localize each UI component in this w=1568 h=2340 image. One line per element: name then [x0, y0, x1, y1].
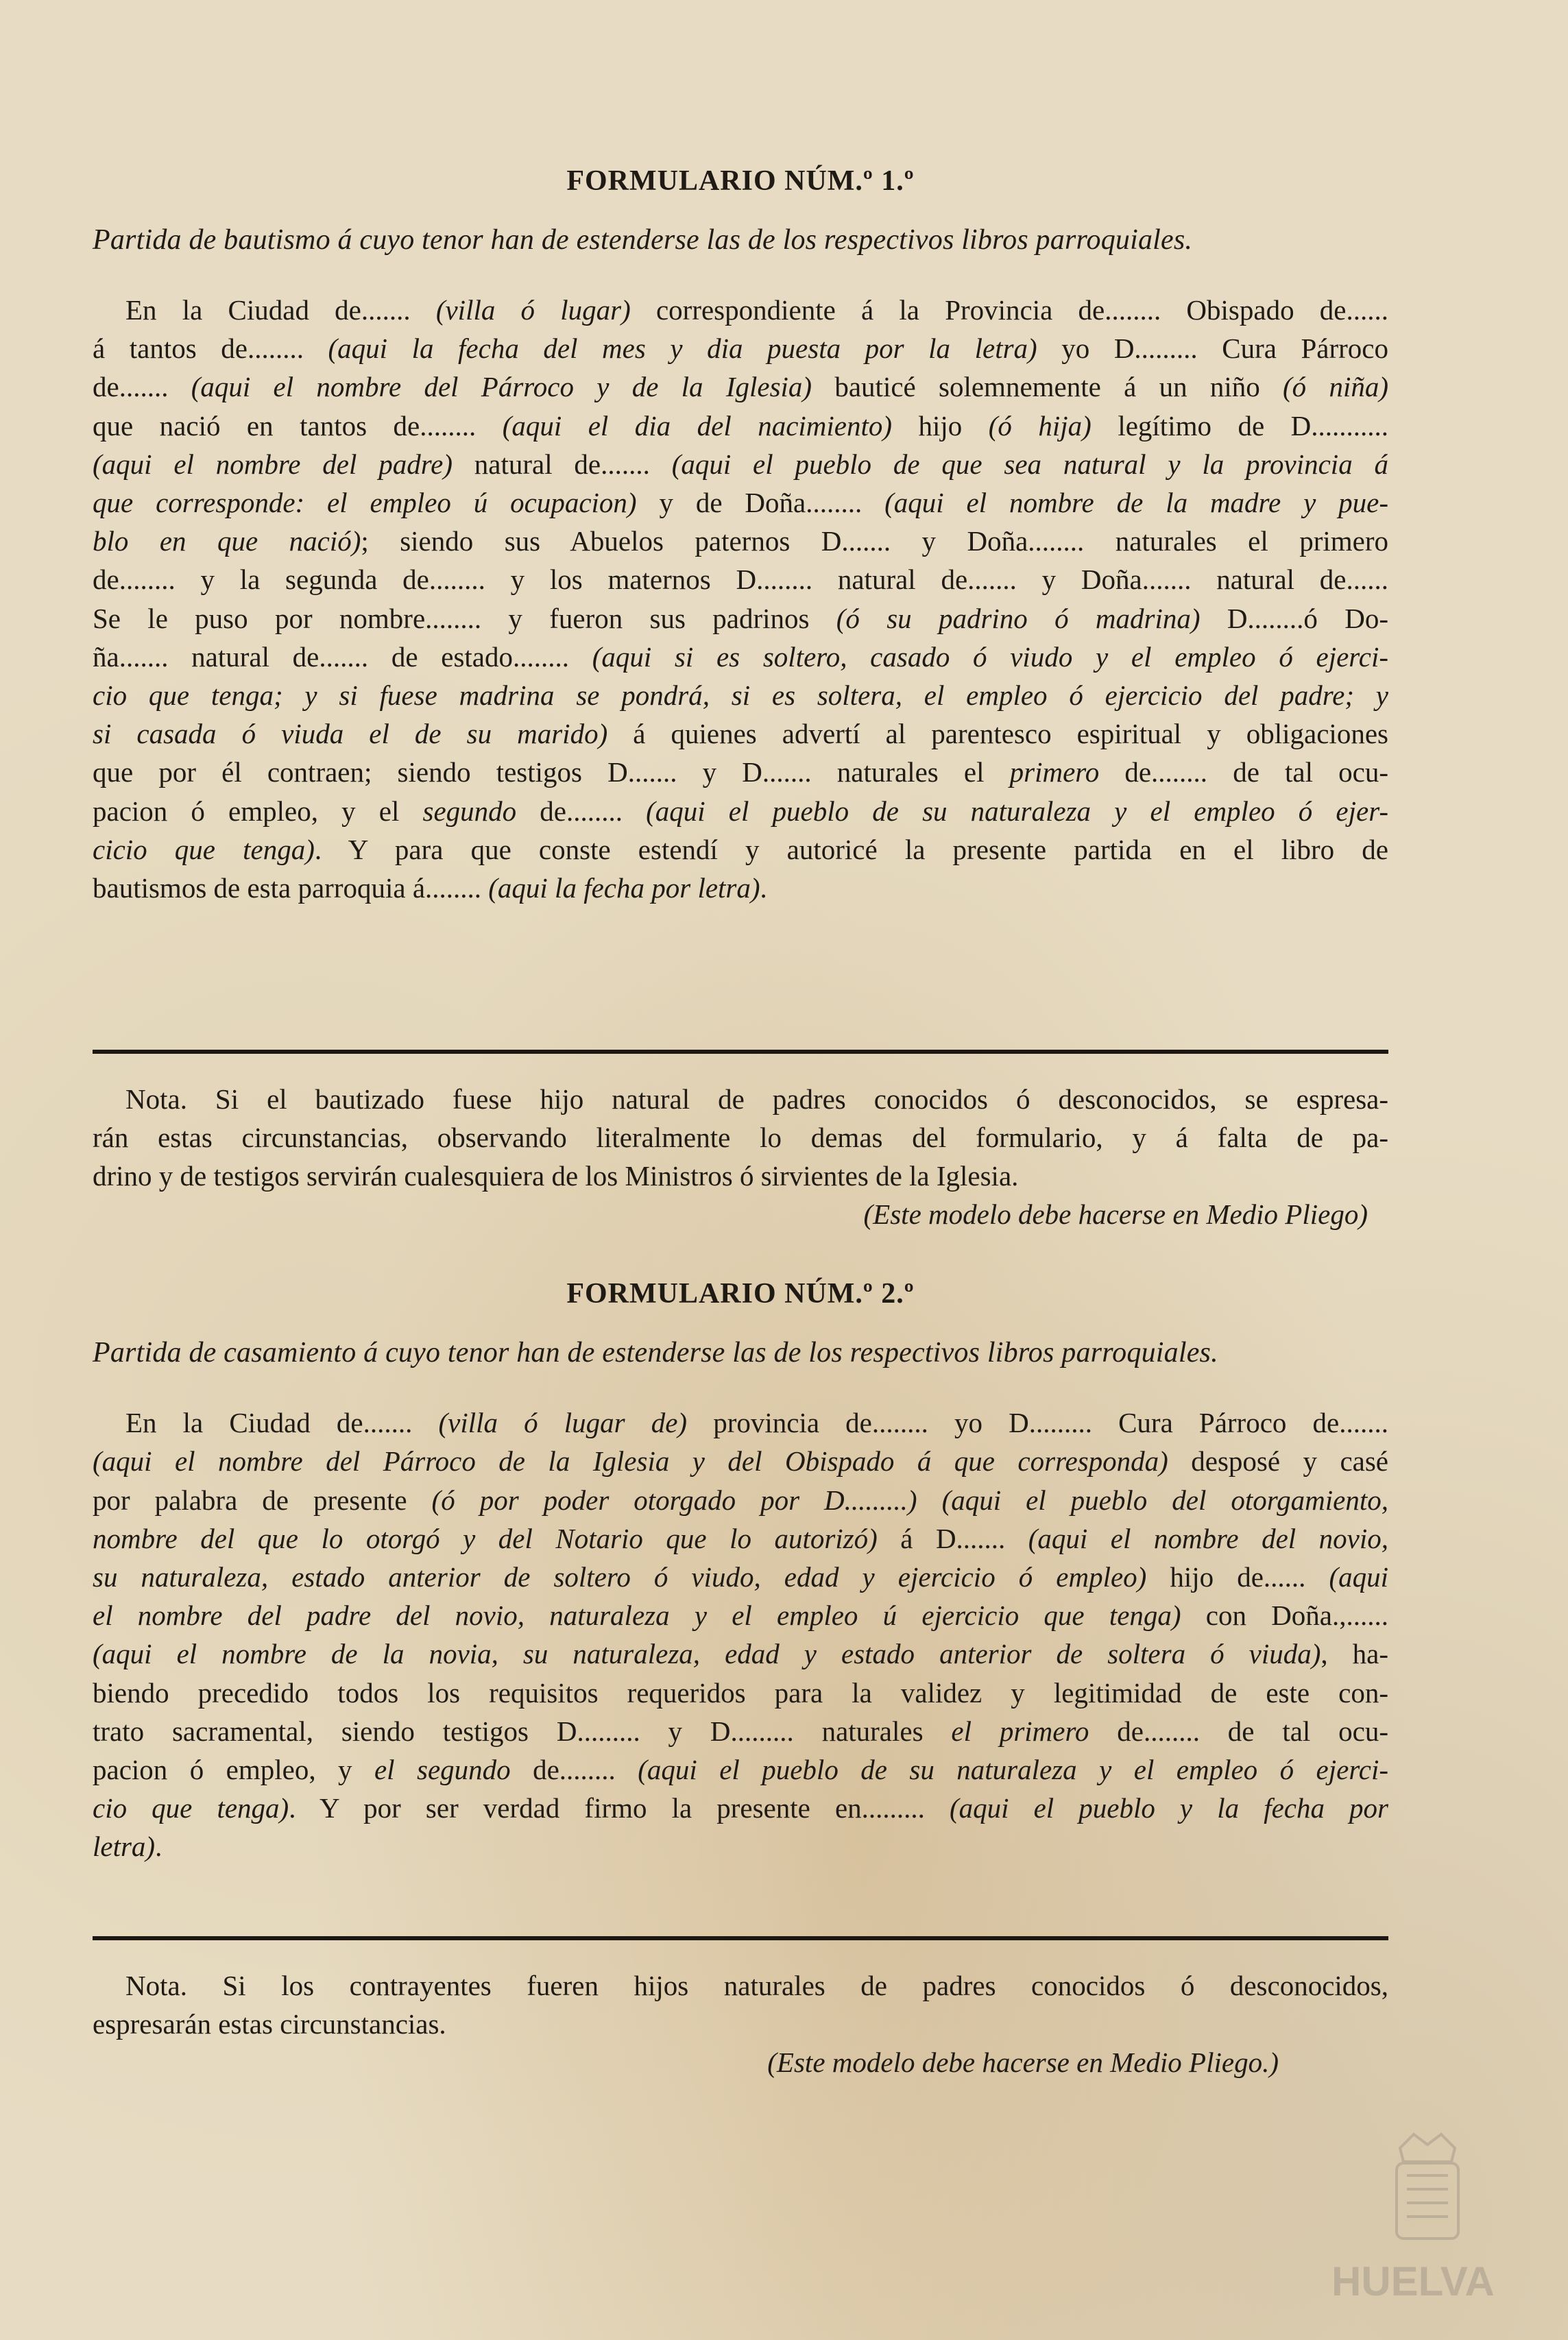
text-run: á quienes advertí al parentesco espiritual y obligaciones	[607, 718, 1388, 750]
text-run: natural de.......	[452, 448, 672, 480]
text-run: .	[760, 872, 767, 904]
text-run: desposé y casé	[1168, 1445, 1389, 1477]
text-run: D........ó Do-	[1200, 602, 1388, 634]
text-run: pacion ó empleo, y	[93, 1754, 374, 1786]
italic-run: el nombre del padre del novio, naturaleza y el empleo ú ejercicio que tenga)	[93, 1600, 1181, 1632]
italic-run: (aqui si es soltero, casado ó viudo y el empleo ó ejerci-	[592, 640, 1388, 673]
text-run: que por él contraen; siendo testigos D....... y D....... naturales el	[93, 756, 1010, 788]
text-line	[93, 830, 1388, 869]
form2-note-signature: (Este modelo debe hacerse en Medio Pliego.)	[767, 2046, 1279, 2078]
italic-run: (ó por poder otorgado por D.........)	[431, 1484, 917, 1516]
text-run: bautismos de esta parroquia á........	[93, 872, 489, 904]
italic-run: (villa ó lugar de)	[438, 1407, 688, 1439]
text-line	[93, 522, 1388, 560]
text-line	[93, 445, 1388, 483]
italic-run: (aqui la fecha por letra)	[488, 872, 760, 904]
text-run: . Y por ser verdad firmo la presente en.........	[289, 1792, 950, 1824]
text-line	[93, 1157, 1388, 1195]
italic-run: blo en que nació)	[93, 525, 361, 557]
italic-run: (aqui el nombre del padre)	[93, 448, 453, 480]
form1-title: FORMULARIO NÚM.º 1.º	[566, 165, 915, 197]
form1-note-text	[93, 1080, 1388, 1195]
text-run: con Doña.,......	[1181, 1600, 1388, 1632]
text-run: de........ de tal ocu-	[1089, 1715, 1388, 1747]
text-line	[93, 1118, 1388, 1157]
text-line	[93, 1481, 1388, 1519]
text-run: biendo precedido todos los requisitos requeridos para la validez y legitimidad de este con-	[93, 1676, 1388, 1709]
text-run: En la Ciudad de.......	[125, 294, 436, 326]
italic-run: (ó niña)	[1283, 371, 1389, 403]
text-line	[93, 1789, 1388, 1827]
text-line	[93, 676, 1388, 714]
form1-subtitle: Partida de bautismo á cuyo tenor han de estenderse las de los respectivos libros parroquiales.	[93, 224, 1193, 256]
italic-run: (aqui el pueblo y la fecha por	[949, 1792, 1389, 1824]
text-line	[93, 638, 1388, 676]
text-line	[93, 599, 1388, 638]
text-line	[93, 291, 1388, 329]
text-run: .	[155, 1831, 162, 1863]
text-run: En la Ciudad de.......	[125, 1407, 439, 1439]
text-run: trato sacramental, siendo testigos D......... y D......... naturales	[93, 1715, 952, 1747]
form1-note-signature: (Este modelo debe hacerse en Medio Pliego)	[863, 1198, 1368, 1231]
text-run: pacion ó empleo, y el	[93, 795, 423, 827]
text-line	[93, 1558, 1388, 1596]
form2-title: FORMULARIO NÚM.º 2.º	[566, 1278, 915, 1310]
text-run: por palabra de presente	[93, 1484, 432, 1516]
text-line	[93, 869, 1388, 907]
text-run: Nota. Si el bautizado fuese hijo natural de padres conocidos ó desconocidos, se espresa-	[125, 1083, 1388, 1115]
italic-run: el primero	[951, 1715, 1089, 1747]
text-run: legítimo de D...........	[1091, 409, 1388, 442]
italic-run: (aqui el nombre de la madre y pue-	[884, 487, 1388, 519]
text-run: bauticé solemnemente á un niño	[812, 371, 1283, 403]
text-line	[93, 1966, 1388, 2005]
text-line	[93, 1750, 1388, 1789]
text-line	[93, 1080, 1388, 1118]
text-run: á D.......	[877, 1522, 1028, 1554]
italic-run: (aqui el nombre del Párroco de la Iglesia y del Obispado á que corresponda)	[93, 1445, 1168, 1477]
italic-run: cicio que tenga)	[93, 833, 315, 865]
text-line	[93, 1635, 1388, 1673]
archive-seal-icon	[1325, 2121, 1530, 2306]
italic-run: el segundo	[374, 1754, 511, 1786]
text-line	[93, 367, 1388, 406]
form2-subtitle: Partida de casamiento á cuyo tenor han de estenderse las de los respectivos libros parroquiales.	[93, 1337, 1218, 1369]
text-line	[93, 753, 1388, 791]
italic-run: cio que tenga; y si fuese madrina se pondrá, si es soltera, el empleo ó ejercicio del padre; y	[93, 679, 1388, 712]
text-run: que nació en tantos de........	[93, 409, 503, 442]
text-run: hijo	[892, 409, 989, 442]
form2-note	[93, 1966, 1388, 2082]
italic-run: segundo	[422, 795, 517, 827]
text-run: y de Doña........	[636, 487, 885, 519]
italic-run: (villa ó lugar)	[435, 294, 631, 326]
text-run	[917, 1484, 942, 1516]
form2-body	[93, 1403, 1388, 1866]
form2-note-text	[93, 1966, 1388, 2043]
italic-run: que corresponde: el empleo ú ocupacion)	[93, 487, 637, 519]
text-line	[93, 1827, 1388, 1866]
text-line	[93, 1674, 1388, 1712]
italic-run: (aqui el pueblo de su naturaleza y el empleo ó ejer-	[646, 795, 1388, 827]
text-line	[93, 560, 1388, 599]
form1-body	[93, 291, 1388, 907]
text-run: de........ de tal ocu-	[1099, 756, 1388, 788]
document-page	[93, 165, 1388, 2082]
italic-run: cio que tenga)	[93, 1792, 289, 1824]
text-run: de........	[510, 1754, 638, 1786]
seal-text: HUELVA	[1331, 2258, 1495, 2304]
text-run: hijo de......	[1146, 1561, 1329, 1593]
italic-run: (ó hija)	[988, 409, 1091, 442]
italic-run: letra)	[93, 1831, 156, 1863]
text-run: Nota. Si los contrayentes fueren hijos naturales de padres conocidos ó desconocidos,	[125, 1969, 1388, 2001]
text-run: de........ y la segunda de........ y los maternos D........ natural de....... y Doña....... natural de......	[93, 564, 1388, 596]
text-run: drino y de testigos servirán cualesquiera de los Ministros ó sirvientes de la Iglesia.	[93, 1160, 1019, 1192]
text-line	[93, 1442, 1388, 1480]
italic-run: primero	[1009, 756, 1100, 788]
text-line	[93, 329, 1388, 367]
text-run: , ha-	[1320, 1638, 1388, 1670]
text-line	[93, 1712, 1388, 1750]
italic-run: (aqui el dia del nacimiento)	[502, 409, 893, 442]
text-run: . Y para que conste estendí y autoricé la presente partida en el libro de	[314, 833, 1388, 865]
italic-run: (aqui	[1329, 1561, 1389, 1593]
italic-run: (aqui el pueblo del otorgamiento,	[941, 1484, 1388, 1516]
italic-run: su naturaleza, estado anterior de soltero ó viudo, edad y ejercicio ó empleo)	[93, 1561, 1147, 1593]
text-line	[93, 714, 1388, 753]
italic-run: nombre del que lo otorgó y del Notario que lo autorizó)	[93, 1522, 878, 1554]
italic-run: (aqui el nombre de la novia, su naturaleza, edad y estado anterior de soltera ó viuda)	[93, 1638, 1321, 1670]
text-run: á tantos de........	[93, 333, 328, 365]
italic-run: (aqui el pueblo de su naturaleza y el empleo ó ejerci-	[638, 1754, 1389, 1786]
text-run: de........	[516, 795, 647, 827]
text-run: espresarán estas circunstancias.	[93, 2007, 446, 2040]
text-run: rán estas circunstancias, observando literalmente lo demas del formulario, y á falta de pa-	[93, 1122, 1388, 1154]
text-line	[93, 792, 1388, 830]
text-run: correspondiente á la Provincia de........ Obispado de......	[630, 294, 1388, 326]
text-line	[93, 1519, 1388, 1558]
italic-run: si casada ó viuda el de su marido)	[93, 718, 608, 750]
text-line	[93, 483, 1388, 522]
text-run: yo D......... Cura Párroco	[1037, 333, 1388, 365]
italic-run: (aqui el pueblo de que sea natural y la provincia á	[671, 448, 1389, 480]
text-line	[93, 1403, 1388, 1442]
text-run: Se le puso por nombre........ y fueron sus padrinos	[93, 602, 836, 634]
text-line	[93, 2005, 1388, 2043]
italic-run: (ó su padrino ó madrina)	[836, 602, 1201, 634]
text-run: provincia de........ yo D......... Cura Párroco de.......	[687, 1407, 1388, 1439]
italic-run: (aqui el nombre del Párroco y de la Iglesia)	[191, 371, 812, 403]
text-run: ; siendo sus Abuelos paternos D....... y Doña........ naturales el primero	[361, 525, 1388, 557]
italic-run: (aqui el nombre del novio,	[1028, 1522, 1388, 1554]
text-run: de.......	[93, 371, 191, 403]
form1-note	[93, 1080, 1388, 1233]
text-line	[93, 407, 1388, 445]
text-line	[93, 1596, 1388, 1635]
italic-run: (aqui la fecha del mes y dia puesta por la letra)	[328, 333, 1037, 365]
text-run: ña....... natural de....... de estado........	[93, 640, 592, 673]
